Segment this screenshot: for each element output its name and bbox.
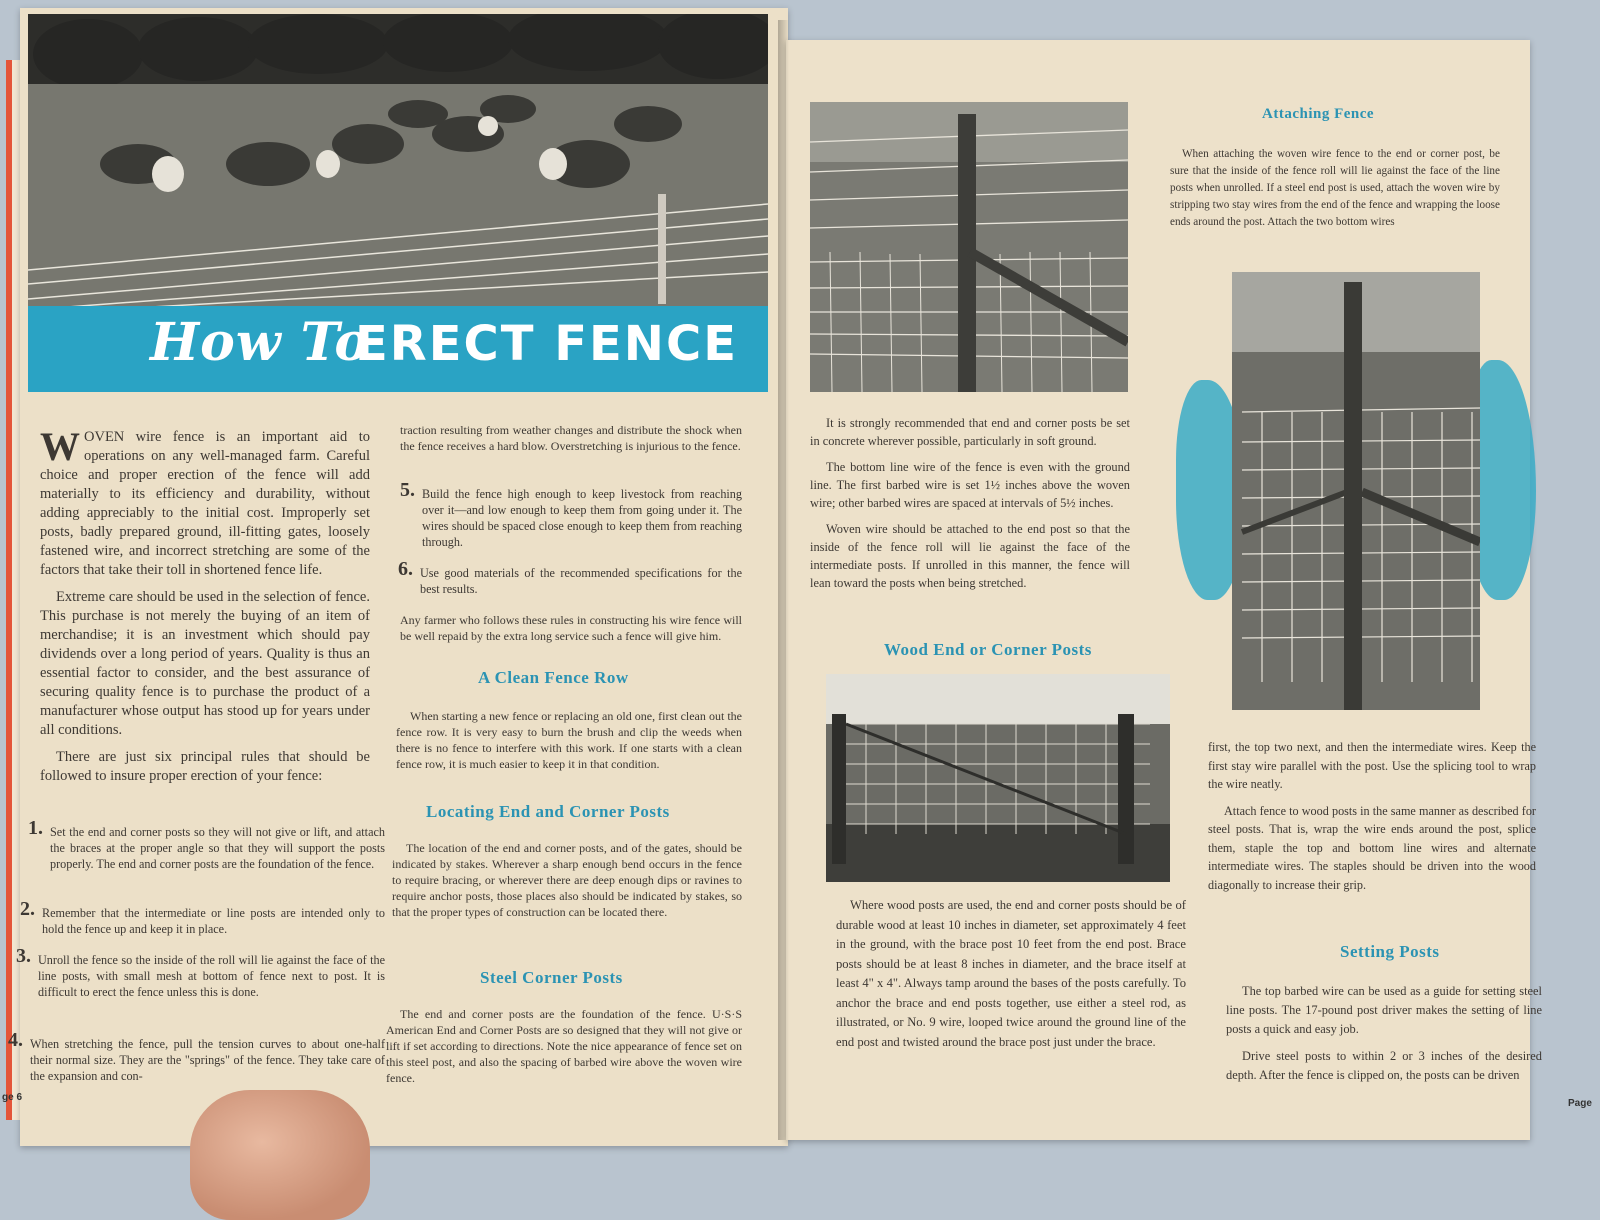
rule-text: Use good materials of the recommended specifications for the best results. — [420, 566, 742, 596]
woven-wire-attach-paragraph: Woven wire should be attached to the end post so that the inside of the fence roll will lie against the face of the intermediate posts. If unrolled in this manner, the fence will lean toward the posts when being stretched. — [810, 522, 1130, 590]
steel-corner-posts-text: The end and corner posts are the foundation of the fence. U·S·S American End and Corner Posts are so designed that they will not give or lift if set according to directions. Note the nice appearance of fence set on this steel post, and also the spacing of barbed wire above the woven wire fence. — [386, 1007, 742, 1085]
intro-column — [40, 424, 370, 794]
cattle-pasture-photo — [28, 14, 768, 314]
rule-4-continued: traction resulting from weather changes and distribute the shock when the fence receives a hard blow. Overstretching is injurious to the fence. — [400, 423, 742, 453]
attaching-fence-text: When attaching the woven wire fence to the end or corner post, be sure that the inside of the fence roll will lie against the face of the line posts when unrolled. If a steel end post is used, attach the woven wire by stripping two stay wires from the end of the fence and wrapping the loose ends around the post. Attach the two bottom wires — [1170, 148, 1500, 228]
wood-post-gate-photo — [826, 674, 1170, 882]
concrete-paragraph: It is strongly recommended that end and corner posts be set in concrete wherever possible, particularly in soft ground. — [810, 416, 1130, 448]
title-script-text: How To — [150, 312, 371, 373]
attaching-continued — [1208, 738, 1536, 902]
title-bold-text: ERECT FENCE — [355, 316, 738, 372]
six-rules-intro: There are just six principal rules that should be followed to insure proper erection of your fence: — [40, 749, 370, 784]
heading-locating-posts: Locating End and Corner Posts — [426, 802, 670, 821]
heading-attaching-fence: Attaching Fence — [1262, 106, 1375, 122]
barbed-wire-spacing-paragraph: The bottom line wire of the fence is even with the ground line. The first barbed wire is set 1½ inches above the woven wire; other barbed wires are spaced at intervals of 5½ inches. — [810, 460, 1130, 510]
page-number-right: Page — [1568, 1098, 1592, 1109]
holding-thumb — [190, 1090, 370, 1220]
rule-number: 2. — [20, 898, 35, 920]
rule-5 — [400, 479, 742, 550]
rule-2 — [20, 898, 385, 937]
rule-text: Unroll the fence so the inside of the roll will lie against the face of the line posts, with small mesh at bottom of fence next to post. It is difficult to erect the fence unless this is done. — [38, 953, 385, 999]
quality-paragraph: Extreme care should be used in the selection of fence. This purchase is not merely the buying of an item of merchandise; it is an investment which should pay dividends over a long period of years. Quality is thus an essential factor to consider, and the best assurance of securing quality fence is to purchase the product of a manufacturer whose output has stood up for years under all conditions. — [40, 589, 370, 738]
rule-number: 6. — [398, 558, 413, 580]
rule-number: 1. — [28, 817, 43, 839]
locating-posts-text: The location of the end and corner posts, and of the gates, should be indicated by stakes. Wherever a sharp enough bend occurs in the fence to require bracing, or wherever there are deep enough dips or ravines to require anchor posts, those places also should be indicated by stakes, so that the proper types of construction can be located there. — [392, 841, 742, 919]
rule-text: Build the fence high enough to keep livestock from reaching over it—and low enough to keep them from going under it. The wires should be spaced close enough to keep them from reaching through. — [422, 487, 742, 549]
drop-cap: W — [40, 424, 80, 469]
concrete-caption — [810, 414, 1130, 600]
wood-post-attach-paragraph: Attach fence to wood posts in the same manner as described for steel posts. That is, wrap the wire ends around the post, splice them, staple the top and bottom line wires and alternate intermediate wires. The staples should be driven into the wood diagonally to increase their grip. — [1208, 803, 1536, 892]
setting-posts-text — [1226, 982, 1542, 1093]
rule-4 — [8, 1029, 385, 1084]
setting-posts-paragraph-1: The top barbed wire can be used as a guide for setting steel line posts. The 17-pound post driver makes the setting of line posts a quick and easy job. — [1226, 984, 1542, 1036]
closing-paragraph: Any farmer who follows these rules in constructing his wire fence will be well repaid by the extra long service such a fence will give him. — [400, 613, 742, 643]
rule-6 — [398, 558, 742, 597]
attach-order-paragraph: first, the top two next, and then the intermediate wires. Keep the first stay wire parallel with the post. Use the splicing tool to wrap the wire neatly. — [1208, 740, 1536, 791]
rule-number: 5. — [400, 479, 415, 501]
rule-text: Remember that the intermediate or line posts are intended only to hold the fence up and keep it in place. — [42, 906, 385, 936]
heading-clean-fence-row: A Clean Fence Row — [478, 668, 629, 687]
attached-fence-photo — [1232, 272, 1480, 710]
setting-posts-paragraph-2: Drive steel posts to within 2 or 3 inches of the desired depth. After the fence is clipped on, the posts can be driven — [1226, 1049, 1542, 1082]
page-number-left: ge 6 — [2, 1092, 23, 1103]
page-gutter — [778, 20, 794, 1140]
heading-setting-posts: Setting Posts — [1340, 942, 1440, 961]
rule-1 — [28, 817, 385, 872]
rule-text: When stretching the fence, pull the tension curves to about one-half their normal size. They are the "springs" of the fence. They take care of the expansion and con- — [30, 1037, 385, 1083]
rule-number: 3. — [16, 945, 31, 967]
wood-posts-text: Where wood posts are used, the end and corner posts should be of durable wood at least 10 inches in diameter, set approximately 4 feet in the ground, with the brace post 10 feet from the end post. Brace posts should be at least 8 inches in diameter, and the brace itself at least 4" x 4". Always tamp around the bases of the posts carefully. To anchor the brace and end posts together, use either a steel rod, as illustrated, or No. 9 wire, looped twice around the ground line of the end post and twisted around the brace post just under the brace. — [836, 898, 1186, 1049]
heading-wood-posts: Wood End or Corner Posts — [884, 640, 1092, 659]
intro-paragraph: OVEN wire fence is an important aid to operations on any well-managed farm. Careful choice and proper erection of the fence will add materially to its efficiency and durability, without adding appreciably to the initial cost. Improperly set posts, badly prepared ground, ill-fitting gates, loosely fastened wire, and incorrect stretching are some of the factors that take their toll in shortened fence life. — [40, 429, 370, 578]
steel-post-photo — [810, 102, 1128, 392]
rule-3 — [16, 945, 385, 1000]
rule-text: Set the end and corner posts so they will not give or lift, and attach the braces at the proper angle so that they will support the posts properly. The end and corner posts are the foundation of the fence. — [50, 825, 385, 871]
heading-steel-corner-posts: Steel Corner Posts — [480, 968, 623, 987]
rule-number: 4. — [8, 1029, 23, 1051]
clean-fence-row-text: When starting a new fence or replacing an old one, first clean out the fence row. It is very easy to burn the brush and clip the weeds when there is no fence to interfere with this work. If one starts with a clean fence row, it is much easier to keep it in that condition. — [396, 709, 742, 771]
